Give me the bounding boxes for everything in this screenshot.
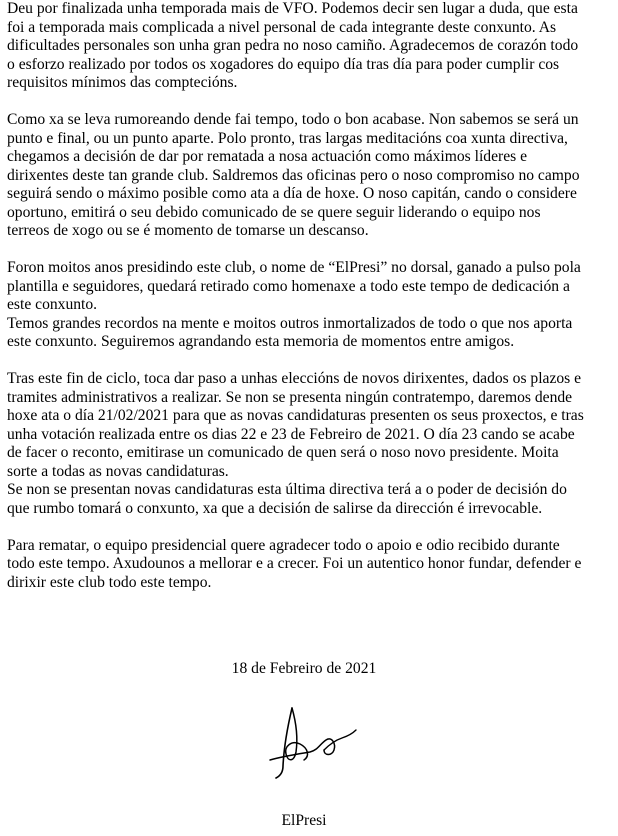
text-line: plantilla e seguidores, quedará retirado como homenaxe a todo este tempo de dedicación a	[7, 277, 570, 295]
text-line: chegamos a decisión de dar por rematada a nosa actuación como máximos líderes e	[7, 148, 528, 165]
text-line: foi a temporada mais complicada a nivel personal de cada integrante deste conxunto. As	[7, 18, 557, 36]
text-line: Deu por finalizada unha temporada mais de VFO. Podemos decir sen lugar a duda, que esta	[7, 0, 578, 17]
text-line: de facer o reconto, emitirase un comunicado de quen será o noso novo presidente. Moita	[7, 444, 559, 461]
text-line: unha votación realizada entre os dias 22 e 23 de Febreiro de 2021. O día 23 cando se acabe	[7, 425, 575, 443]
text-line: dificultades personales son unha gran pedra no noso camiño. Agradecemos de corazón todo	[7, 37, 579, 54]
text-line: tramites administrativos a realizar. Se non se presenta ningún contratempo, daremos dende	[7, 388, 573, 406]
text-line: terreos de xogo ou se é momento de tomarse un descanso.	[7, 222, 369, 239]
paragraph	[7, 0, 615, 93]
text-line: Para rematar, o equipo presidencial quere agradecer todo o apoio e odio recibido durante	[7, 536, 560, 554]
text-line: Como xa se leva rumoreando dende fai tempo, todo o bon acabase. Non sabemos se será un	[7, 111, 579, 128]
paragraph	[7, 537, 615, 593]
text-line: dirixir este club todo este tempo.	[7, 573, 212, 591]
text-line: punto e final, ou un punto aparte. Polo pronto, tras largas meditacións coa xunta directiva,	[7, 129, 568, 147]
signer-name: ElPresi	[281, 812, 327, 829]
text-line: seguirá sendo o máximo posible como ata a día de hoxe. O noso capitán, cando o considere	[7, 185, 577, 202]
text-line: este conxunto. Seguiremos agrandando esta memoria de momentos entre amigos.	[7, 333, 515, 350]
paragraph	[7, 370, 615, 518]
paragraph	[7, 111, 615, 241]
handwritten-signature	[262, 700, 362, 780]
text-line: Foron moitos anos presidindo este club, o nome de “ElPresi” no dorsal, ganado a pulso pola	[7, 259, 581, 276]
text-line: o esforzo realizado por todos os xogadores do equipo día tras día para poder cumplir cos	[7, 55, 560, 73]
text-line: hoxe ata o día 21/02/2021 para que as novas candidaturas presenten os seus proxectos, e tras	[7, 407, 584, 424]
text-line: dirixentes deste tan grande club. Saldremos das oficinas pero o noso compromiso no campo	[7, 166, 580, 184]
text-line: este conxunto.	[7, 296, 98, 313]
text-line: Tras este fin de ciclo, toca dar paso a unhas eleccións de novos dirixentes, dados os plazos e	[7, 370, 582, 387]
letter-body	[7, 0, 615, 611]
text-line: Temos grandes recordos na mente e moitos outros inmortalizados de todo o que nos aporta	[7, 314, 573, 332]
paragraph	[7, 259, 615, 352]
text-line: requisitos mínimos das comptecións.	[7, 74, 238, 91]
text-line: que rumbo tomará o conxunto, xa que a decisión de salirse da dirección é irrevocable.	[7, 499, 543, 517]
text-line: todo este tempo. Axudounos a mellorar e a crecer. Foi un autentico honor fundar, defender e	[7, 555, 582, 572]
text-line: oportuno, emitirá o seu debido comunicado de se quere seguir liderando o equipo nos	[7, 203, 541, 221]
text-line: sorte a todas as novas candidaturas.	[7, 462, 229, 480]
letter-date: 18 de Febreiro de 2021	[231, 660, 377, 677]
text-line: Se non se presentan novas candidaturas esta última directiva terá a o poder de decisión do	[7, 481, 567, 498]
